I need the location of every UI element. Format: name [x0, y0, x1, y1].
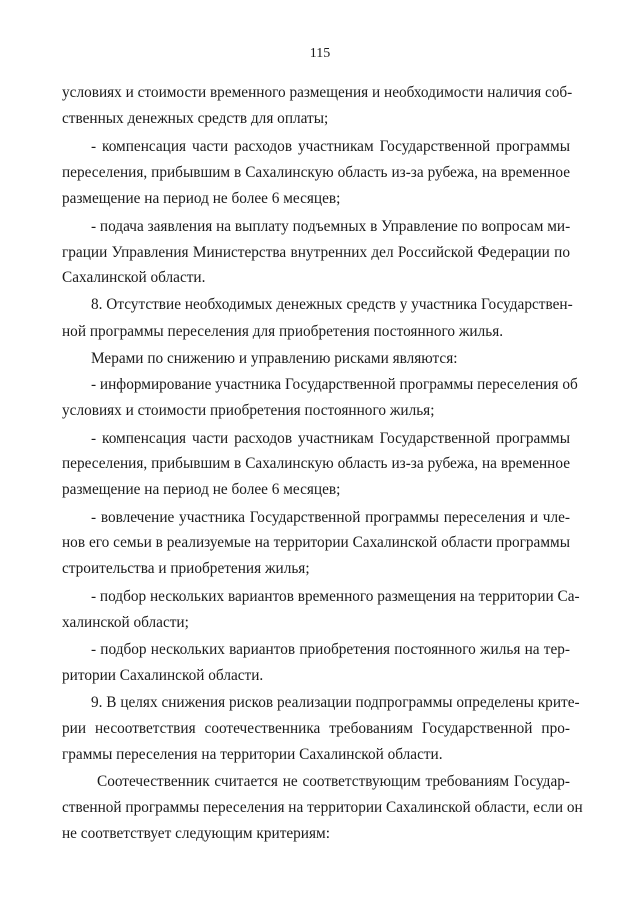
- text-line: граммы переселения на территории Сахалинской области.: [62, 746, 443, 763]
- text-line: Сахалинской области.: [62, 269, 206, 286]
- text-line: размещение на период не более 6 месяцев;: [62, 481, 341, 498]
- text-line: переселения, прибывшим в Сахалинскую область из-за рубежа, на временное: [62, 455, 570, 472]
- text-line: 8. Отсутствие необходимых денежных средств у участника Государствен-: [91, 296, 573, 313]
- text-line: ритории Сахалинской области.: [62, 667, 264, 684]
- text-line: размещение на период не более 6 месяцев;: [62, 190, 341, 207]
- text-line: переселения, прибывшим в Сахалинскую область из-за рубежа, на временное: [62, 164, 570, 181]
- text-line: нов его семьи в реализуемые на территории Сахалинской области программы: [62, 534, 570, 551]
- text-line: грации Управления Министерства внутренних дел Российской Федерации по: [62, 244, 570, 261]
- text-line: строительства и приобретения жилья;: [62, 560, 310, 577]
- text-line: - компенсация части расходов участникам Государственной программы: [91, 138, 570, 155]
- text-line: - подача заявления на выплату подъемных в Управление по вопросам ми-: [91, 218, 571, 235]
- text-line: халинской области;: [62, 614, 189, 631]
- text-line: - подбор нескольких вариантов временного размещения на территории Са-: [91, 588, 580, 605]
- text-line: Мерами по снижению и управлению рисками являются:: [91, 350, 458, 367]
- text-line: 9. В целях снижения рисков реализации подпрограммы определены крите-: [91, 694, 580, 711]
- text-line: - компенсация части расходов участникам Государственной программы: [91, 430, 570, 447]
- text-line: не соответствует следующим критериям:: [62, 825, 330, 842]
- text-line: ственных денежных средств для оплаты;: [62, 110, 329, 127]
- text-line: рии несоответствия соотечественника требованиям Государственной про-: [62, 720, 570, 737]
- text-line: Соотечественник считается не соответствующим требованиям Государ-: [97, 773, 570, 790]
- text-line: ственной программы переселения на территории Сахалинской области, если он: [62, 799, 583, 816]
- text-line: условиях и стоимости временного размещения и необходимости наличия соб-: [62, 84, 573, 101]
- text-line: - информирование участника Государственной программы переселения об: [91, 376, 578, 393]
- text-line: - подбор нескольких вариантов приобретения постоянного жилья на тер-: [91, 641, 570, 658]
- text-line: условиях и стоимости приобретения постоянного жилья;: [62, 402, 435, 419]
- page-number: 115: [309, 46, 331, 61]
- text-line: ной программы переселения для приобретения постоянного жилья.: [62, 323, 504, 340]
- text-line: - вовлечение участника Государственной программы переселения и чле-: [91, 509, 570, 526]
